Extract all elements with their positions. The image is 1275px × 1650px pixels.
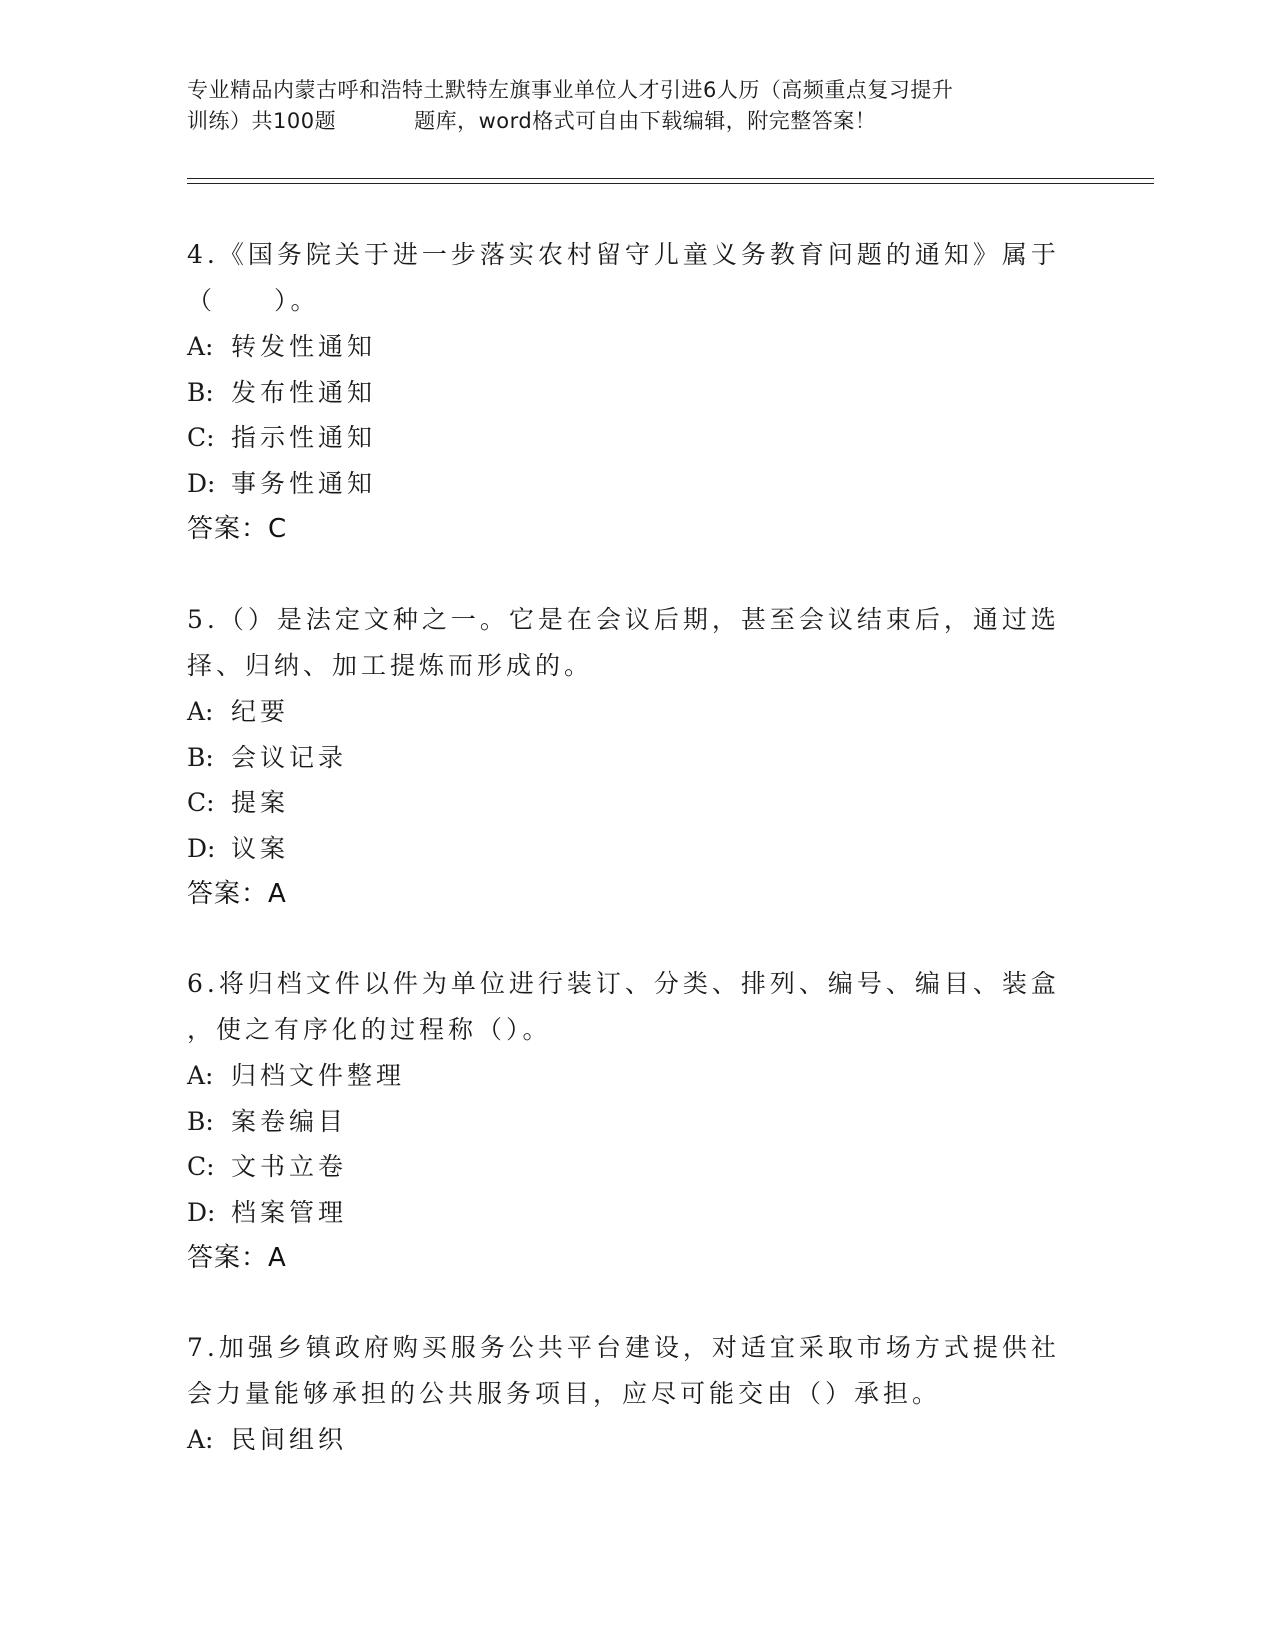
question-text-line-2: ，使之有序化的过程称（）。 <box>187 1015 552 1044</box>
option-letter: A: <box>187 1425 214 1454</box>
header-line-2-part-2: 题库，word格式可自由下载编辑，附完整答案！ <box>414 109 877 133</box>
option-a <box>187 1417 1067 1463</box>
option-text: 归档文件整理 <box>231 1061 406 1090</box>
option-a <box>187 1053 1067 1099</box>
option-letter: D: <box>187 1197 216 1227</box>
question-text-line-1: 6.将归档文件以件为单位进行装订、分类、排列、编号、编目、装盒 <box>187 969 1060 998</box>
question-text-line-2: （ ）。 <box>187 286 320 315</box>
option-letter: B: <box>187 377 214 407</box>
option-letter: C: <box>187 788 215 817</box>
option-d <box>187 1190 1067 1236</box>
option-c <box>187 1144 1067 1190</box>
option-c <box>187 415 1067 461</box>
option-text: 发布性通知 <box>231 377 377 407</box>
answer: 答案：A <box>187 1243 287 1273</box>
header-line-2-part-1: 训练）共100题 <box>187 109 337 133</box>
option-a <box>187 689 1067 735</box>
option-b <box>187 370 1067 416</box>
option-text: 民间组织 <box>231 1425 348 1454</box>
question-5 <box>187 597 1067 917</box>
option-b <box>187 735 1067 781</box>
option-text: 转发性通知 <box>231 332 377 361</box>
question-6 <box>187 961 1067 1281</box>
header-rule-top <box>187 178 1154 179</box>
option-text: 文书立卷 <box>231 1152 348 1181</box>
question-text-line-1: 7.加强乡镇政府购买服务公共平台建设，对适宜采取市场方式提供社 <box>187 1333 1060 1362</box>
option-letter: C: <box>187 423 215 452</box>
question-text-line-1: 4.《国务院关于进一步落实农村留守儿童义务教育问题的通知》属于 <box>187 240 1060 269</box>
option-letter: D: <box>187 468 216 498</box>
answer: 答案：A <box>187 879 287 909</box>
question-text-line-2: 会力量能够承担的公共服务项目，应尽可能交由（）承担。 <box>187 1379 942 1408</box>
option-text: 会议记录 <box>231 742 348 772</box>
question-text-line-1: 5.（）是法定文种之一。它是在会议后期，甚至会议结束后，通过选 <box>187 605 1060 634</box>
question-text-line-2: 择、归纳、加工提炼而形成的。 <box>187 651 594 680</box>
question-7 <box>187 1325 1067 1463</box>
option-letter: A: <box>187 332 214 361</box>
option-text: 案卷编目 <box>231 1106 348 1136</box>
option-d <box>187 461 1067 507</box>
option-d <box>187 826 1067 872</box>
header-line-2 <box>187 106 1087 137</box>
option-c <box>187 780 1067 826</box>
option-letter: A: <box>187 1061 214 1090</box>
option-a <box>187 324 1067 370</box>
option-text: 事务性通知 <box>231 468 377 498</box>
header-line-1: 专业精品内蒙古呼和浩特土默特左旗事业单位人才引进6人历（高频重点复习提升 <box>187 78 954 102</box>
option-text: 议案 <box>231 833 290 863</box>
header-rule-bottom <box>187 183 1154 184</box>
option-text: 指示性通知 <box>231 423 377 452</box>
option-text: 档案管理 <box>231 1197 348 1227</box>
option-letter: B: <box>187 1106 214 1136</box>
option-letter: D: <box>187 833 216 863</box>
answer: 答案：C <box>187 514 288 544</box>
option-text: 纪要 <box>231 697 290 726</box>
option-letter: C: <box>187 1152 215 1181</box>
option-letter: A: <box>187 697 214 726</box>
option-letter: B: <box>187 742 214 772</box>
question-4 <box>187 232 1067 552</box>
document-header <box>187 75 1087 137</box>
option-text: 提案 <box>231 788 290 817</box>
option-b <box>187 1099 1067 1145</box>
